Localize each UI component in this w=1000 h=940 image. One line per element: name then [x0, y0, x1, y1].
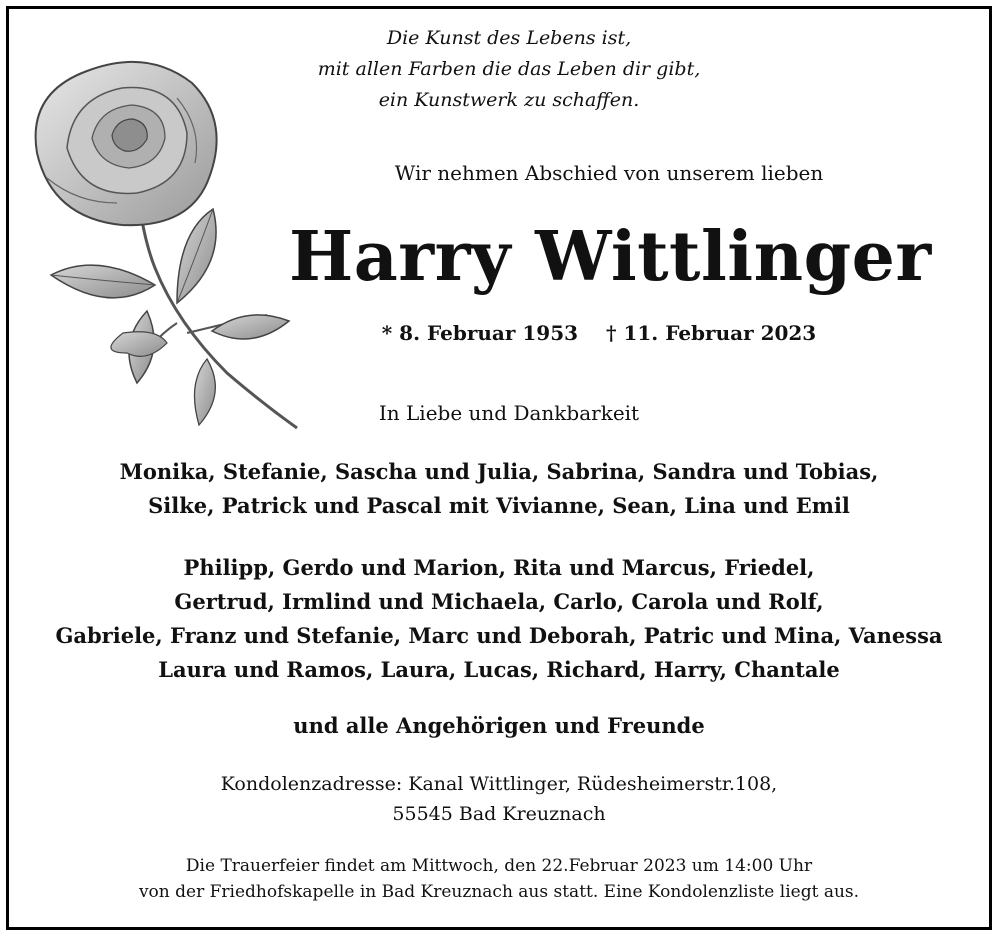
- address-line-2: 55545 Bad Kreuznach: [392, 803, 606, 825]
- family-group-2: [9, 551, 989, 687]
- family-line: Monika, Stefanie, Sascha und Julia, Sabrina, Sandra und Tobias,: [119, 459, 879, 484]
- condolence-address: [9, 769, 989, 829]
- relatives-line: und alle Angehörigen und Freunde: [293, 713, 705, 738]
- rose-icon: [27, 53, 307, 443]
- family-line: Gabriele, Franz und Stefanie, Marc und Deborah, Patric und Mina, Vanessa: [55, 623, 943, 648]
- deceased-name: Harry Wittlinger: [289, 217, 932, 297]
- intro-text: Wir nehmen Abschied von unserem lieben: [394, 161, 824, 185]
- quote-line-1: Die Kunst des Lebens ist,: [386, 27, 632, 49]
- funeral-info: [9, 853, 989, 905]
- death-date: † 11. Februar 2023: [606, 321, 817, 345]
- love-line: In Liebe und Dankbarkeit: [378, 401, 640, 425]
- family-line: Gertrud, Irmlind und Michaela, Carlo, Carola und Rolf,: [174, 589, 824, 614]
- family-line: Philipp, Gerdo und Marion, Rita und Marcus, Friedel,: [183, 555, 815, 580]
- family-group-1: [9, 455, 989, 523]
- funeral-line-1: Die Trauerfeier findet am Mittwoch, den 22.Februar 2023 um 14:00 Uhr: [185, 856, 813, 876]
- family-line: Silke, Patrick und Pascal mit Vivianne, Sean, Lina und Emil: [148, 493, 850, 518]
- family-line: Laura und Ramos, Laura, Lucas, Richard, Harry, Chantale: [158, 657, 840, 682]
- funeral-line-2: von der Friedhofskapelle in Bad Kreuznach aus statt. Eine Kondolenzliste liegt aus.: [138, 882, 860, 902]
- life-dates: [299, 321, 899, 345]
- quote-line-3: ein Kunstwerk zu schaffen.: [378, 89, 640, 111]
- obituary-notice: [6, 6, 992, 930]
- quote-line-2: mit allen Farben die das Leben dir gibt,: [317, 58, 701, 80]
- address-line-1: Kondolenzadresse: Kanal Wittlinger, Rüdesheimerstr.108,: [220, 773, 778, 795]
- birth-date: * 8. Februar 1953: [381, 321, 579, 345]
